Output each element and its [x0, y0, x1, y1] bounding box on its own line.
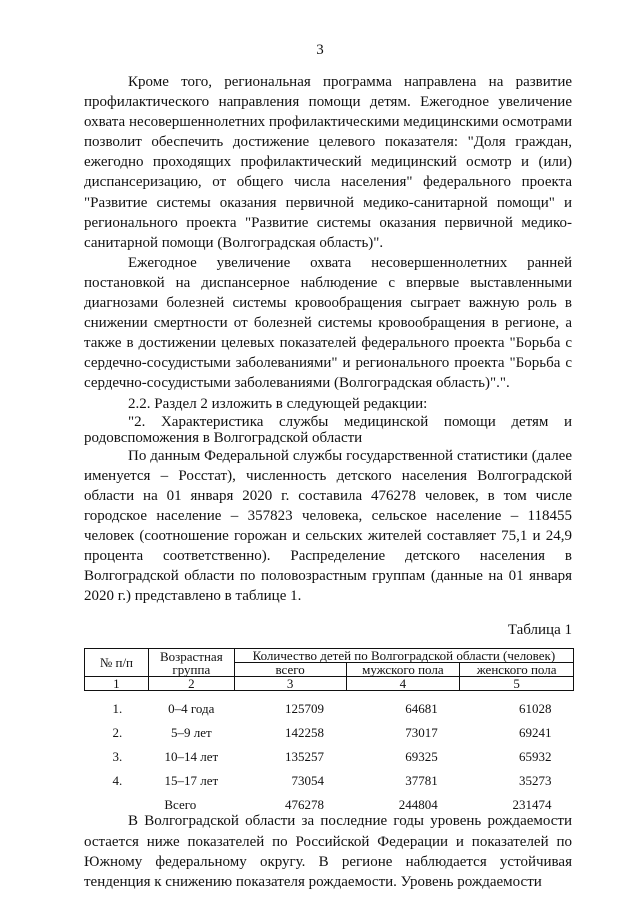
paragraph: В Волгоградской области за последние годы уровень рождаемости остается ниже показателей по Российской Федерации и показателей по Южному федеральному округу. В регионе наблюдается устойчивая тенденция к снижению показателя рождаемости. Уровень рождаемости — [84, 813, 572, 890]
row-number: 1. — [112, 701, 123, 717]
table-total-row — [85, 787, 574, 811]
female-count: 65932 — [519, 749, 552, 765]
age-group: 15–17 лет — [164, 773, 219, 789]
row-number: 2. — [112, 725, 123, 741]
header-male: мужского пола — [346, 663, 460, 677]
total-count: 73054 — [291, 773, 324, 789]
total-label: Всего — [164, 797, 197, 813]
male-count: 73017 — [405, 725, 438, 741]
document-body — [84, 72, 572, 892]
table-row — [85, 691, 574, 716]
table-row — [85, 739, 574, 763]
age-group: 0–4 года — [168, 701, 215, 717]
column-number: 1 — [85, 677, 149, 691]
table-row — [85, 763, 574, 787]
paragraph: Кроме того, региональная программа направлена на развитие профилактического направления помощи детям. Ежегодное увеличение охвата несовершеннолетних профилактическими медицинскими осмотрами позволит обеспечить достижение целевого показателя: "Доля граждан, ежегодно проходящих профилактический медицинский осмотр и (или) диспансеризацию, от общего числа населения" федерального проекта "Развитие системы оказания первичной медико-санитарной помощи" и регионального проекта "Развитие системы оказания первичной медико-санитарной помощи (Волгоградская область)". — [84, 74, 572, 251]
female-count: 61028 — [519, 701, 552, 717]
population-table — [84, 648, 574, 811]
column-number: 3 — [234, 677, 346, 691]
header-age-group: Возрастная группа — [148, 649, 234, 677]
total-count: 135257 — [285, 749, 324, 765]
row-number: 3. — [112, 749, 123, 765]
female-count: 69241 — [519, 725, 552, 741]
column-number: 2 — [148, 677, 234, 691]
row-number: 4. — [112, 773, 123, 789]
header-total: всего — [234, 663, 346, 677]
female-count: 35273 — [519, 773, 552, 789]
page-number: 3 — [316, 42, 324, 58]
age-group: 10–14 лет — [164, 749, 219, 765]
male-count: 244804 — [398, 797, 438, 813]
table-row — [85, 715, 574, 739]
column-number: 5 — [460, 677, 574, 691]
header-children-count: Количество детей по Волгоградской области (человек) — [234, 649, 573, 663]
total-count: 125709 — [285, 701, 324, 717]
total-count: 142258 — [285, 725, 324, 741]
header-female: женского пола — [460, 663, 574, 677]
paragraph: По данным Федеральной службы государственной статистики (далее именуется – Росстат), численность детского населения Волгоградской области на 01 января 2020 г. составила 476278 человек, в том числе городское население – 357823 человека, сельское население – 118455 человек (соотношение горожан и сельских жителей составляет 75,1 и 24,9 процента соответственно). Распределение детского населения в Волгоградской области по половозрастным группам (данные на 01 января 2020 г.) представлено в таблице 1. — [84, 447, 572, 605]
paragraph: 2.2. Раздел 2 изложить в следующей редакции: — [128, 395, 428, 412]
male-count: 37781 — [405, 773, 438, 789]
age-group: 5–9 лет — [170, 725, 212, 741]
paragraph: Ежегодное увеличение охвата несовершеннолетних ранней постановкой на диспансерное наблюдение с впервые выставленными диагнозами болезней системы кровообращения сыграет важную роль в снижении смертности от болезней системы кровообращения в регионе, а также в достижении целевых показателей федерального проекта "Борьба с сердечно-сосудистыми заболеваниями" и регионального проекта "Борьба с сердечно-сосудистыми заболеваниями (Волгоградская область)".". — [84, 254, 572, 392]
female-count: 231474 — [512, 797, 552, 813]
male-count: 69325 — [405, 749, 438, 765]
column-number: 4 — [346, 677, 460, 691]
male-count: 64681 — [405, 701, 438, 717]
total-count: 476278 — [285, 797, 324, 813]
table-caption: Таблица 1 — [507, 622, 572, 639]
section-heading: "2. Характеристика службы медицинской помощи детям и родовспоможения в Волгоградской области — [84, 413, 572, 446]
header-no: № п/п — [85, 649, 149, 677]
